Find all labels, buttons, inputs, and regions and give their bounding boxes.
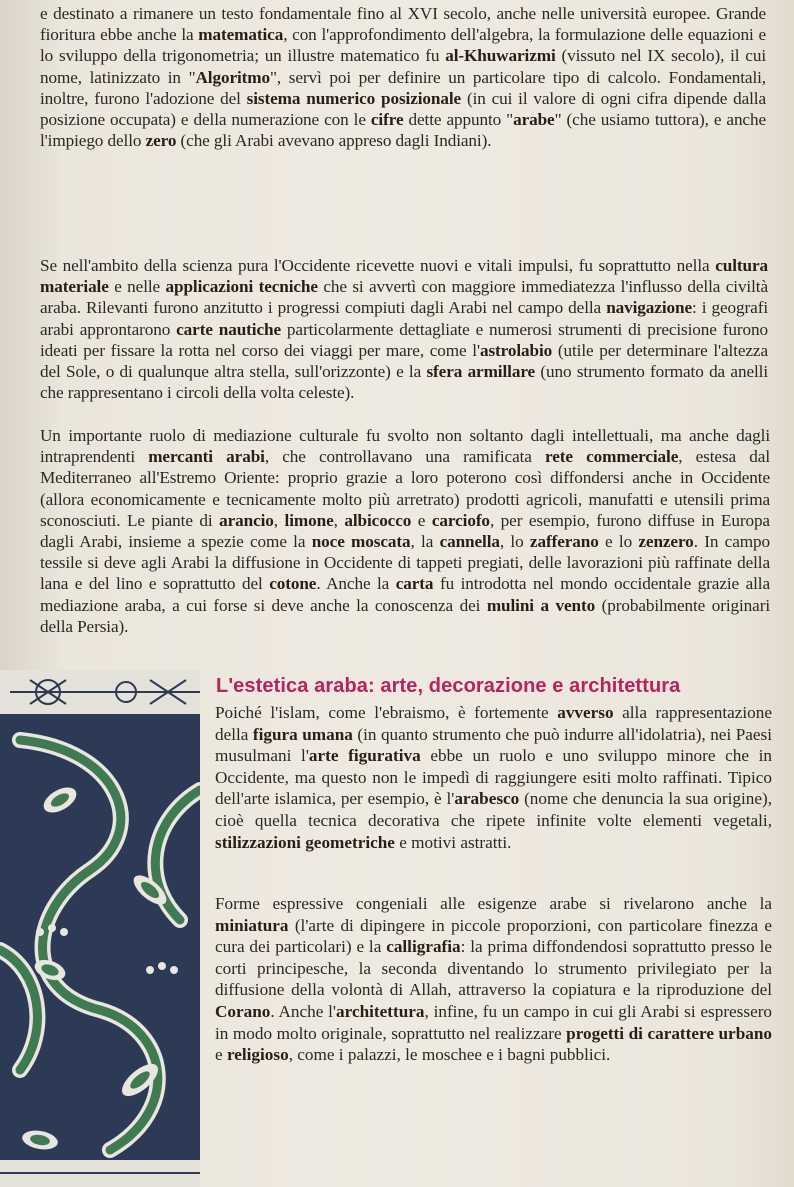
text-run: e	[215, 1045, 227, 1065]
bold-term: navigazione	[606, 298, 692, 318]
text-run: (utile per determinare l'altezza del Sole, o di qualunque altra stella, sull'orizzonte) e la	[40, 340, 768, 382]
text-run: che si avvertì con maggiore immediatezza l'influsso della civiltà araba. Rilevanti furono anzitutto i progressi compiuti dagli Arabi nel campo della	[40, 277, 768, 318]
text-run: : i geografi arabi approntarono	[40, 298, 768, 339]
bold-term: applicazioni tecniche	[165, 277, 318, 297]
bold-term: figura umana	[252, 724, 353, 744]
bold-term: progetti di carattere urbano	[566, 1023, 772, 1043]
bold-term: arancio	[219, 510, 274, 530]
text-run: ebbe un ruolo e uno sviluppo minore che in Occidente, ma questo non le impedì di raggiungere esiti molto raffinati. Tipico dell'arte islamica, per esempio, è l'	[215, 746, 773, 809]
bold-term: mercanti arabi	[148, 447, 265, 467]
text-run: Poiché l'islam, come l'ebraismo, è fortemente	[215, 703, 558, 722]
section-heading: L'estetica araba: arte, decorazione e architettura	[216, 675, 681, 697]
text-run: , estesa dal Mediterraneo all'Estremo Oriente: proprio grazie a loro poterono così diffondersi anche in Occidente (allora economicamente e tecnicamente molto più arretrato) prodotti agricoli, manufatti e utensili prima sconosciuti. Le piante di	[40, 447, 770, 530]
bold-term: zenzero	[638, 532, 694, 552]
bold-term: architettura	[336, 1001, 425, 1021]
text-run: (che gli Arabi avevano appreso dagli Indiani).	[176, 131, 492, 151]
text-run: (uno strumento formato da anelli che rappresentano i circoli della volta celeste).	[40, 362, 768, 403]
bold-term: carta	[395, 574, 434, 594]
bold-term: miniatura	[215, 915, 289, 935]
text-run: e nelle	[108, 277, 166, 297]
paragraph-miniature-architecture	[215, 893, 772, 1066]
bold-term: al-Khuwarizmi	[445, 46, 556, 66]
text-run: Un importante ruolo di mediazione culturale fu svolto non soltanto dagli intellettuali, ma anche dagli intraprendenti	[40, 426, 770, 467]
text-run: (vissuto nel IX secolo), il cui nome, latinizzato in "	[40, 46, 766, 87]
text-run: , per esempio, furono diffuse in Europa dagli Arabi, insieme a spezie come la	[40, 510, 770, 552]
bold-term: cifre	[370, 110, 404, 130]
text-run: , con l'approfondimento dell'algebra, la formulazione delle equazioni e lo sviluppo della trigonometria; un illustre matematico fu	[40, 25, 766, 66]
text-run: : la prima diffondendosi soprattutto presso le corti principesche, la seconda diventando lo strumento privilegiato per la diffusione della volontà di Allah, attraverso la copiatura e la riproduzione del	[215, 937, 772, 1000]
text-run: e destinato a rimanere un testo fondamentale fino al XVI secolo, anche nelle università europee. Grande fioritura ebbe anche la	[40, 4, 766, 45]
text-run: fu introdotta nel mondo occidentale grazie alla mediazione araba, a cui forse si deve anche la conoscenza dei	[40, 574, 770, 615]
bold-term: zafferano	[529, 532, 599, 552]
bold-term: noce moscata	[311, 532, 411, 552]
text-run: . Anche la	[316, 574, 396, 594]
paragraph-navigation	[40, 255, 768, 403]
bold-term: carte nautiche	[176, 319, 281, 339]
text-run: " (che usiamo tuttora), e anche l'impiego dello	[40, 110, 766, 151]
text-run: dette appunto "	[403, 110, 514, 130]
text-run: . Anche l'	[270, 1001, 337, 1021]
bold-term: carciofo	[431, 510, 490, 530]
text-run: e	[411, 510, 432, 530]
bold-term: religioso	[226, 1045, 289, 1065]
paragraph-mathematics	[40, 3, 766, 151]
text-run: (in quanto strumento che può indurre all'idolatria), nei Paesi musulmani l'	[215, 724, 772, 766]
text-run: , che controllavano una ramificata	[264, 447, 546, 467]
text-run: , lo	[499, 532, 530, 552]
text-run: (probabilmente originari della Persia).	[40, 595, 770, 636]
bold-term: rete commerciale	[545, 447, 679, 467]
text-run: Se nell'ambito della scienza pura l'Occidente ricevette nuovi e vitali impulsi, fu soprattutto nella	[40, 256, 716, 275]
text-run: particolarmente dettagliate e numerosi strumenti di precisione furono ideati per fissare la rotta nel corso dei viaggi per mare, come l'	[40, 319, 768, 360]
bold-term: arabesco	[454, 789, 520, 809]
text-run: ", servì poi per definire un particolare tipo di calcolo. Fondamentali, inoltre, furono l'adozione del	[40, 67, 766, 108]
bold-term: mulini a vento	[486, 595, 596, 615]
bold-term: cotone	[269, 574, 317, 594]
bold-term: arte figurativa	[308, 746, 421, 766]
arabesque-pattern	[0, 670, 200, 1187]
bold-term: limone	[284, 510, 334, 530]
bold-term: albicocco	[344, 510, 412, 530]
text-run: , come i palazzi, le moschee e i bagni pubblici.	[288, 1045, 611, 1065]
paragraph-arabesque	[215, 702, 772, 853]
bold-term: cultura materiale	[40, 256, 768, 297]
text-run: , infine, fu un campo in cui gli Arabi si espressero in modo molto originale, soprattutto nel realizzare	[215, 1001, 773, 1043]
text-run: . In campo tessile si deve agli Arabi la diffusione in Occidente di tappeti pregiati, delle lavorazioni più raffinate della lana e del lino e soprattutto del	[40, 532, 770, 594]
text-run: (l'arte di dipingere in piccole proporzioni, con particolare finezza e cura dei particolari) e la	[215, 915, 772, 957]
bold-term: arabe	[513, 110, 555, 130]
bold-term: calligrafia	[386, 937, 461, 957]
bold-term: astrolabio	[479, 340, 553, 360]
text-run: alla rappresentazione della	[215, 703, 772, 744]
bold-term: sfera armillare	[426, 362, 536, 382]
bold-term: zero	[145, 131, 177, 151]
bold-term: stilizzazioni geometriche	[215, 832, 395, 852]
bold-term: matematica	[198, 25, 284, 45]
text-run: Forme espressive congeniali alle esigenze arabe si rivelarono anche la	[215, 894, 772, 913]
bold-term: Algoritmo	[195, 67, 271, 87]
text-run: e motivi astratti.	[394, 832, 512, 852]
text-run: (nome che denuncia la sua origine), cioè quella tecnica decorativa che ripete infinite volte elementi vegetali,	[215, 789, 772, 830]
text-run: e lo	[598, 532, 639, 552]
bold-term: Corano	[215, 1001, 271, 1021]
text-run: , la	[410, 532, 440, 552]
paragraph-merchants	[40, 425, 770, 637]
arabesque-tile-image	[0, 670, 200, 1187]
text-run: ,	[333, 510, 345, 530]
text-run: (in cui il valore di ogni cifra dipende dalla posizione occupata) e della numerazione con le	[40, 88, 767, 130]
bold-term: sistema numerico posizionale	[246, 88, 462, 108]
bold-term: cannella	[439, 532, 500, 552]
bold-term: avverso	[557, 703, 614, 722]
text-run: ,	[273, 510, 285, 530]
